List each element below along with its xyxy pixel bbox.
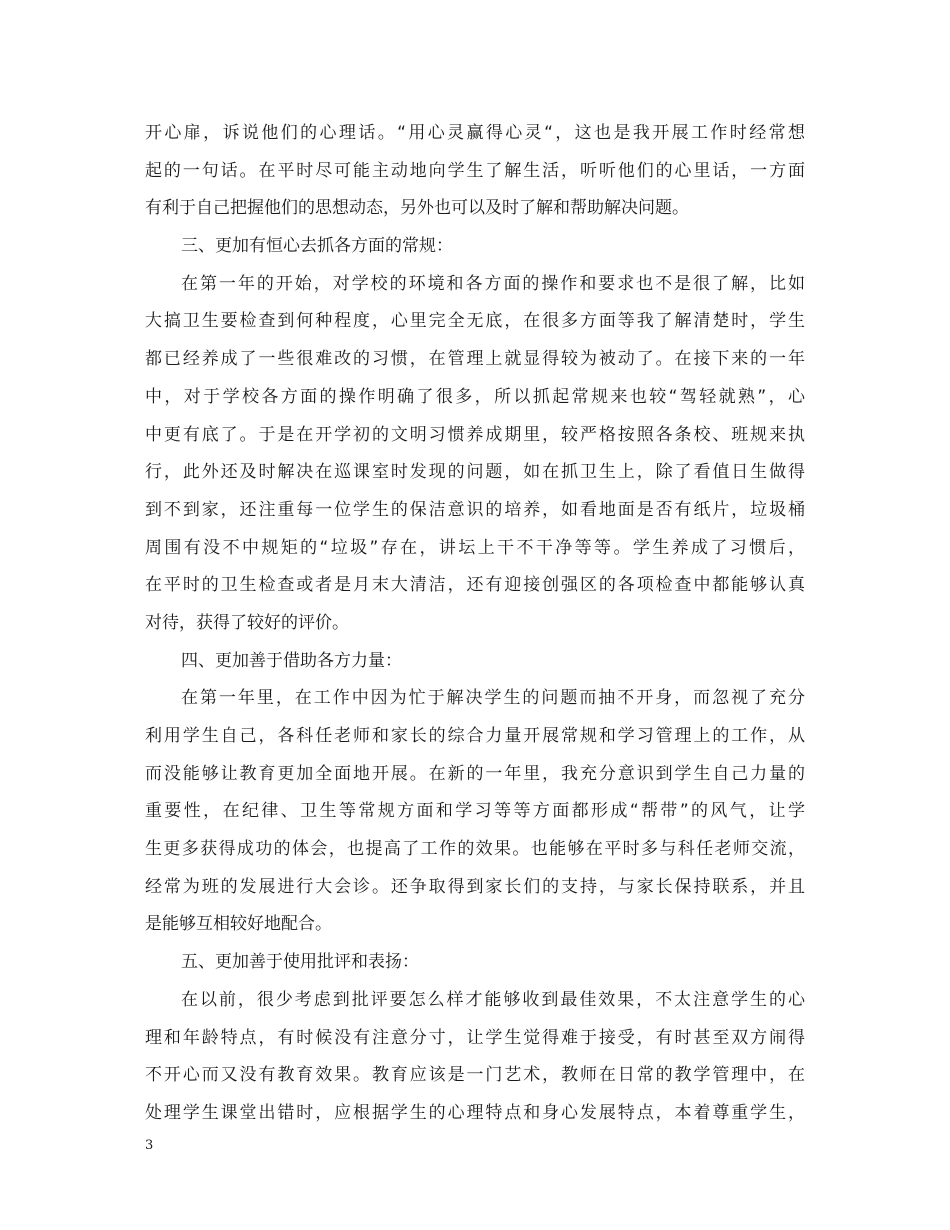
text-line: 到不到家，还注重每一位学生的保洁意识的培养，如看地面是否有纸片，垃圾桶: [145, 499, 805, 520]
text-line: 重要性，在纪律、卫生等常规方面和学习等等方面都形成“帮带”的风气，让学: [145, 801, 805, 822]
text-line: 都已经养成了一些很难改的习惯，在管理上就显得较为被动了。在接下来的一年: [145, 349, 805, 370]
page-number: 3: [145, 1138, 154, 1153]
text-line: 开心扉，诉说他们的心理话。“用心灵赢得心灵“，这也是我开展工作时经常想: [145, 123, 805, 143]
text-line: 有利于自己把握他们的思想动态，另外也可以及时了解和帮助解决问题。: [145, 198, 689, 219]
text-line: 而没能够让教育更加全面地开展。在新的一年里，我充分意识到学生自己力量的: [145, 763, 805, 784]
text-line: 理和年龄特点，有时候没有注意分寸，让学生觉得难于接受，有时甚至双方闹得: [145, 1027, 805, 1048]
text-line: 是能够互相较好地配合。: [145, 914, 332, 935]
text-line: 大搞卫生要检查到何种程度，心里完全无底，在很多方面等我了解清楚时，学生: [145, 311, 805, 332]
document-body: [145, 115, 805, 1133]
text-line: 周围有没不中规矩的“垃圾”存在，讲坛上干不干净等等。学生养成了习惯后，: [145, 537, 805, 558]
text-line: 处理学生课堂出错时，应根据学生的心理特点和身心发展特点，本着尊重学生，: [145, 1102, 805, 1123]
text-line: 经常为班的发展进行大会诊。还争取得到家长们的支持，与家长保持联系，并且: [145, 876, 805, 897]
text-line: 在第一年的开始，对学校的环境和各方面的操作和要求也不是很了解，比如: [181, 273, 805, 294]
text-line: 行，此外还及时解决在巡课室时发现的问题，如在抓卫生上，除了看值日生做得: [145, 462, 805, 483]
text-line: 起的一句话。在平时尽可能主动地向学生了解生活，听听他们的心里话，一方面: [145, 160, 805, 181]
text-line: 不开心而又没有教育效果。教育应该是一门艺术，教师在日常的教学管理中，在: [145, 1065, 805, 1086]
text-line: 中更有底了。于是在开学初的文明习惯养成期里，较严格按照各条校、班规来执: [145, 424, 805, 445]
text-line: 利用学生自己，各科任老师和家长的综合力量开展常规和学习管理上的工作，从: [145, 726, 805, 746]
text-line: 在平时的卫生检查或者是月末大清洁，还有迎接创强区的各项检查中都能够认真: [145, 575, 805, 596]
text-line: 在第一年里，在工作中因为忙于解决学生的问题而抽不开身，而忽视了充分: [181, 688, 805, 709]
text-line: 对待，获得了较好的评价。: [145, 612, 349, 633]
text-line: 五、更加善于使用批评和表扬：: [181, 952, 419, 973]
text-line: 中，对于学校各方面的操作明确了很多，所以抓起常规来也较“驾轻就熟”，心: [145, 386, 805, 407]
text-line: 三、更加有恒心去抓各方面的常规：: [181, 236, 453, 257]
text-line: 在以前，很少考虑到批评要怎么样才能够收到最佳效果，不太注意学生的心: [181, 989, 805, 1010]
text-line: 生更多获得成功的体会，也提高了工作的效果。也能够在平时多与科任老师交流，: [145, 839, 805, 860]
text-line: 四、更加善于借助各方力量：: [181, 650, 402, 671]
